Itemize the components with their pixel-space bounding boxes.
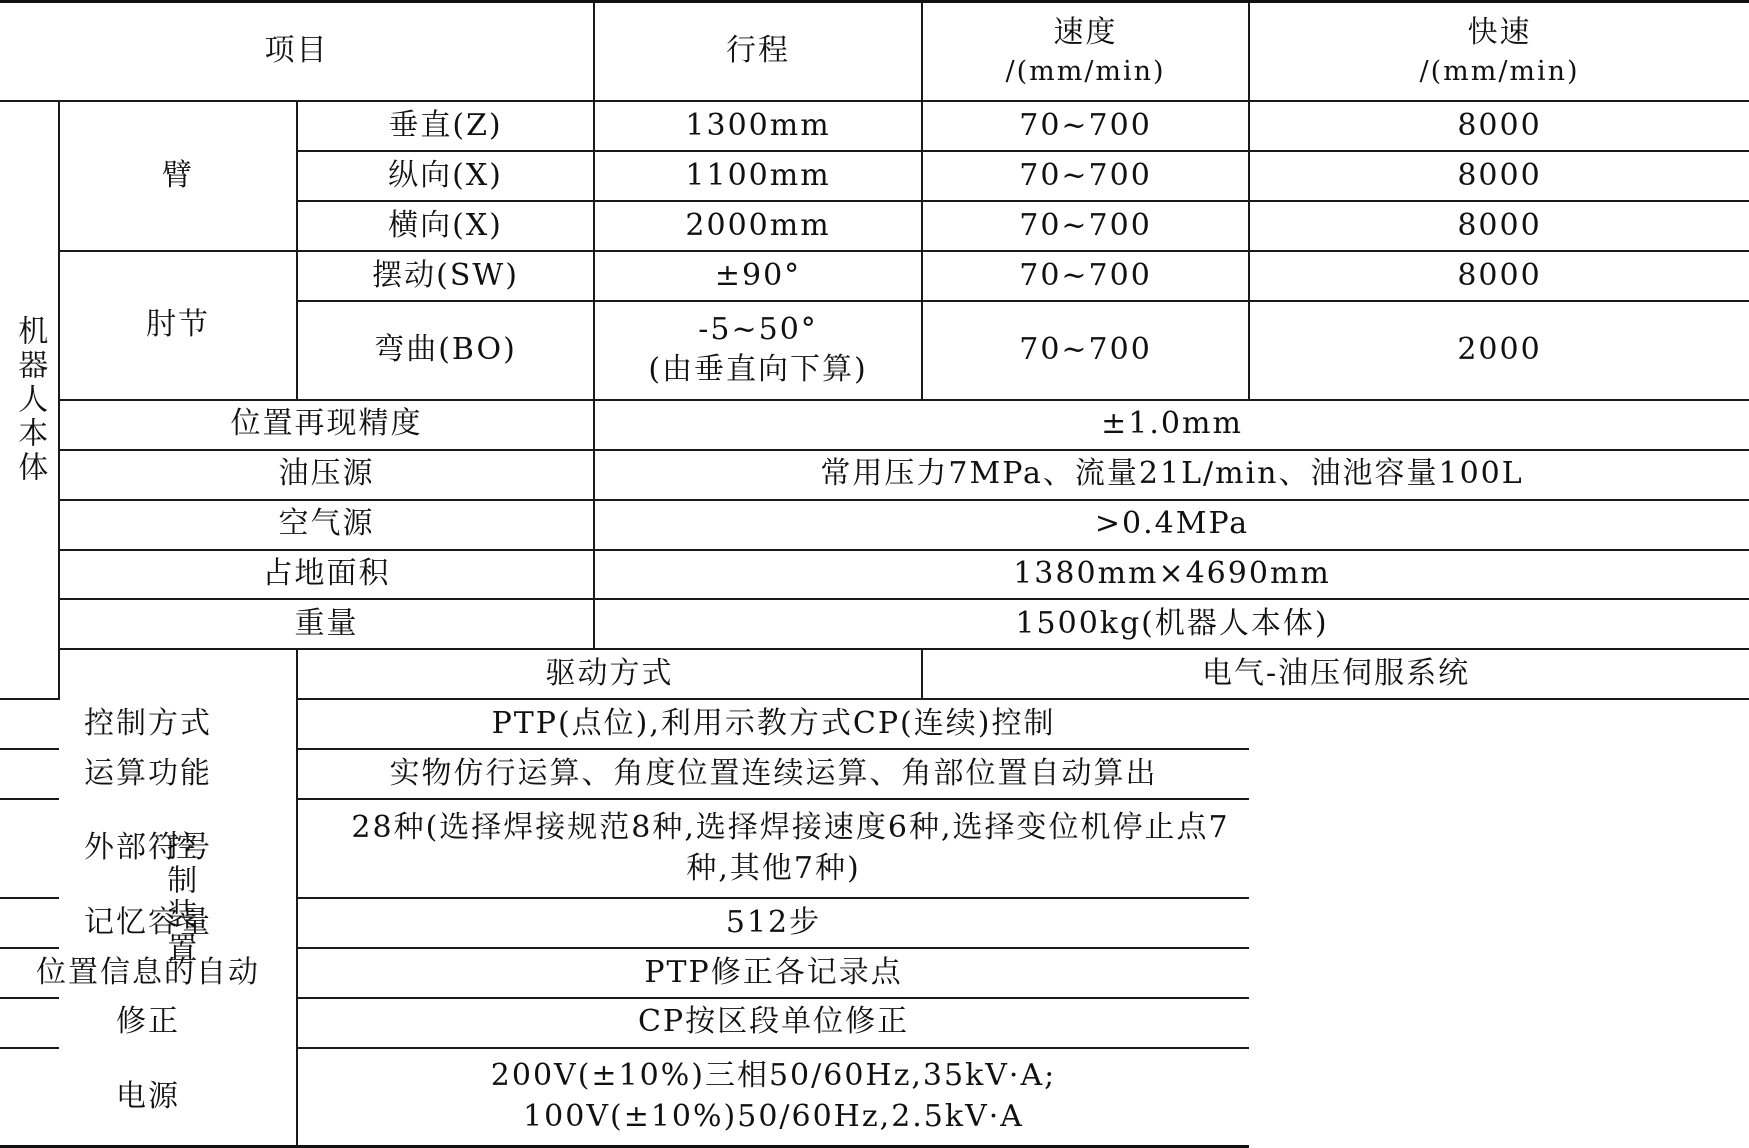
stroke-range: -5~50° [698, 311, 818, 347]
spec-label: 修正 [0, 998, 297, 1048]
spec-label: 驱动方式 [297, 649, 922, 699]
spec-value: 512步 [297, 898, 1249, 948]
table-row [0, 649, 1749, 699]
spec-value: 1500kg(机器人本体) [594, 599, 1749, 649]
spec-value: ±1.0mm [594, 400, 1749, 450]
table-row [0, 998, 1749, 1048]
spec-label: 空气源 [59, 500, 594, 550]
spec-label: 重量 [59, 599, 594, 649]
header-speed [922, 2, 1249, 102]
spec-label: 运算功能 [0, 749, 297, 799]
header-speed-unit: /(mm/min) [1005, 55, 1166, 87]
spec-value: >0.4MPa [594, 500, 1749, 550]
table-row [0, 699, 1749, 749]
table-row [0, 550, 1749, 600]
stroke-cell [594, 301, 922, 400]
header-rapid-unit: /(mm/min) [1419, 55, 1580, 87]
table-row [0, 599, 1749, 649]
axis-cell: 横向(X) [297, 201, 594, 251]
table-row [0, 500, 1749, 550]
spec-value: 实物仿行运算、角度位置连续运算、角部位置自动算出 [297, 749, 1249, 799]
rapid-cell: 8000 [1249, 101, 1749, 151]
spec-value: 电气-油压伺服系统 [922, 649, 1749, 699]
elbow-label: 肘节 [59, 251, 297, 400]
header-stroke: 行程 [594, 2, 922, 102]
spec-label: 记忆容量 [0, 898, 297, 948]
table-row [0, 1048, 1749, 1147]
table-row [0, 948, 1749, 998]
speed-cell: 70~700 [922, 201, 1249, 251]
speed-cell: 70~700 [922, 251, 1249, 301]
stroke-cell: ±90° [594, 251, 922, 301]
stroke-cell: 2000mm [594, 201, 922, 251]
table-row [0, 400, 1749, 450]
table-row [0, 749, 1749, 799]
spec-label: 控制方式 [0, 699, 297, 749]
axis-cell: 摆动(SW) [297, 251, 594, 301]
header-speed-title: 速度 [1053, 15, 1118, 51]
axis-cell: 弯曲(BO) [297, 301, 594, 400]
table-row [0, 251, 1749, 301]
power-spec-line: 200V(±10%)三相50/60Hz,35kV·A; [490, 1058, 1057, 1094]
spec-label: 位置再现精度 [59, 400, 594, 450]
speed-cell: 70~700 [922, 101, 1249, 151]
spec-label: 外部符号 [0, 799, 297, 898]
rapid-cell: 8000 [1249, 251, 1749, 301]
power-spec-line: 100V(±10%)50/60Hz,2.5kV·A [523, 1098, 1024, 1134]
header-row [0, 2, 1749, 102]
spec-label: 位置信息的自动 [0, 948, 297, 998]
spec-value: 28种(选择焊接规范8种,选择焊接速度6种,选择变位机停止点7种,其他7种) [297, 799, 1249, 898]
spec-value: 1380mm×4690mm [594, 550, 1749, 600]
header-rapid [1249, 2, 1749, 102]
axis-cell: 纵向(X) [297, 151, 594, 201]
group-control-unit: 控制装置 [59, 649, 297, 1146]
group-robot-body: 机器人本体 [0, 101, 59, 699]
spec-value: PTP(点位),利用示教方式CP(连续)控制 [297, 699, 1249, 749]
spec-label: 占地面积 [59, 550, 594, 600]
stroke-cell: 1300mm [594, 101, 922, 151]
arm-label: 臂 [59, 101, 297, 251]
rapid-cell: 2000 [1249, 301, 1749, 400]
table-row [0, 799, 1749, 898]
axis-cell: 垂直(Z) [297, 101, 594, 151]
rapid-cell: 8000 [1249, 151, 1749, 201]
header-rapid-title: 快速 [1467, 15, 1532, 51]
spec-label: 电源 [0, 1048, 297, 1147]
spec-value: CP按区段单位修正 [297, 998, 1249, 1048]
table-row [0, 450, 1749, 500]
table-row [0, 101, 1749, 151]
spec-value: PTP修正各记录点 [297, 948, 1249, 998]
header-item: 项目 [0, 2, 594, 102]
speed-cell: 70~700 [922, 151, 1249, 201]
spec-value: 常用压力7MPa、流量21L/min、油池容量100L [594, 450, 1749, 500]
table-row [0, 898, 1749, 948]
rapid-cell: 8000 [1249, 201, 1749, 251]
spec-value [297, 1048, 1249, 1147]
spec-label: 油压源 [59, 450, 594, 500]
stroke-cell: 1100mm [594, 151, 922, 201]
stroke-note: (由垂直向下算) [648, 352, 868, 388]
speed-cell: 70~700 [922, 301, 1249, 400]
